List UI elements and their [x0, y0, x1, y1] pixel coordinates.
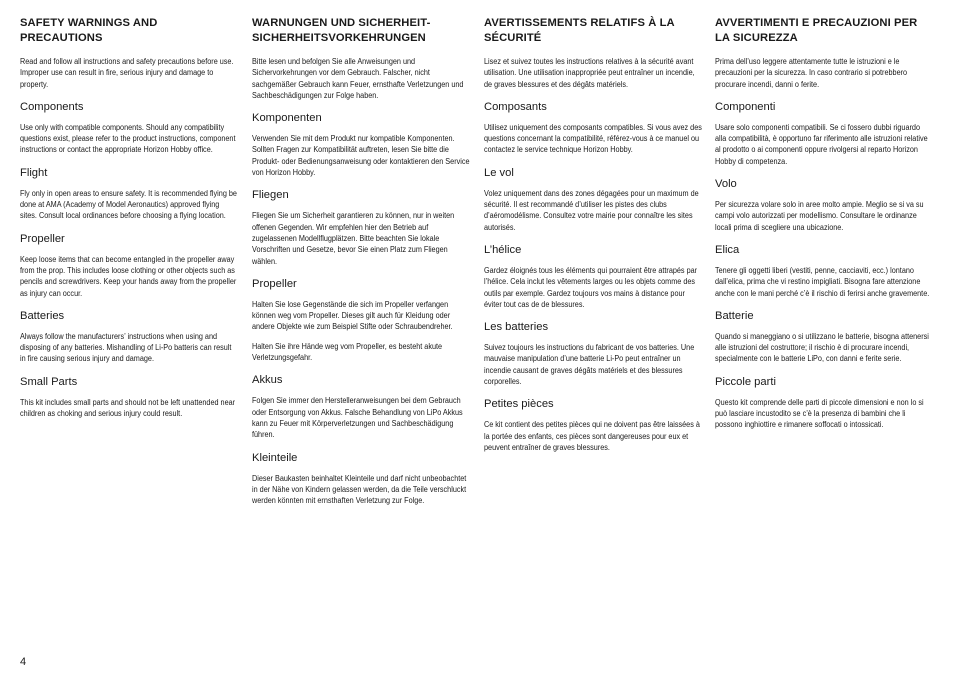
intro-paragraph: Bitte lesen und befolgen Sie alle Anweisungen und Sichervorkehrungen vor dem Gebrauch. Falscher, nicht sachgemäßer Gebrauch kann Feuer, ernsthafte Verletzungen und Sachbeschädigungen zur Folge haben.	[252, 57, 464, 100]
section-paragraph: Gardez éloignés tous les éléments qui pourraient être attrapés par l’hélice. Cela inclut les vêtements larges ou les objets comme des outils par exemple. Gardez toujours vos mains à distance pour éviter tout cas de de blessures.	[484, 265, 698, 309]
section-paragraph: Halten Sie lose Gegenstände die sich im Propeller verfangen können weg vom Propeller. Dieses gilt auch für Kleidung oder andere Objekte wie zum Beispiel Stifte oder Schraubendreher.	[252, 299, 453, 332]
section-heading: Volo	[715, 178, 737, 191]
section-heading: Propeller	[252, 277, 297, 290]
section-heading: Propeller	[20, 232, 65, 245]
column-french	[484, 16, 702, 453]
section-paragraph: Keep loose items that can become entangled in the propeller away from the prop. This includes loose clothing or other objects such as pencils and screwdrivers. Keep your hands away from the propeller as injury can occur.	[20, 254, 237, 298]
page-number: 4	[20, 656, 27, 668]
section-paragraph: Usare solo componenti compatibili. Se ci fossero dubbi riguardo alla compatibilità, è opportuno far riferimento alle istruzioni relative al prodotto o ai componenti oppure rivolgersi al reparto Horizon Hobby di competenza.	[715, 122, 928, 166]
column-italian	[715, 16, 933, 431]
section-heading: Small Parts	[20, 375, 78, 388]
section-paragraph: Per sicurezza volare solo in aree molto ampie. Meglio se si va su campi volo autorizzati per modellismo. Consultare le ordinanze locali prima di scegliere una ubicazione.	[715, 200, 924, 232]
section-heading: Elica	[715, 243, 740, 256]
section-heading: Komponenten	[252, 112, 322, 125]
section-heading: Batteries	[20, 309, 65, 322]
section-paragraph: Volez uniquement dans des zones dégagées pour un maximum de sécurité. Il est recommandé d’utiliser les pistes des clubs d’aéromodélisme. Consultez votre mairie pour connaître les sites autorisés.	[484, 188, 699, 232]
section-heading: Le vol	[484, 166, 514, 179]
intro-paragraph: Lisez et suivez toutes les instructions relatives à la sécurité avant utilisation. Une utilisation inappropriée peut entraîner un incendie, de graves blessures et des dégâts matériels.	[484, 57, 695, 89]
section-paragraph: Always follow the manufacturers’ instructions when using and disposing of any batteries. Mishandling of Li-Po batteris can result in fire causing serious injury and damage.	[20, 331, 232, 364]
section-heading: L’hélice	[484, 243, 522, 256]
section-heading: Akkus	[252, 374, 283, 387]
section-paragraph: Suivez toujours les instructions du fabricant de vos batteries. Une mauvaise manipulation d’une batterie Li-Po peut entraîner un incendie causant de graves dégâts matériels et des blessures corporelles.	[484, 343, 695, 387]
section-heading: Componenti	[715, 100, 776, 113]
column-title: WARNUNGEN UND SICHERHEIT-SICHERHEITSVORKEHRUNGEN	[252, 17, 431, 44]
section-heading: Batterie	[715, 309, 754, 322]
section-paragraph: Dieser Baukasten beinhaltet Kleinteile und darf nicht unbeobachtet in der Nähe von Kindern gelassen werden, da die Teile verschluckt werden könnten mit ernsthaften Verletzung zur Folge.	[252, 473, 467, 506]
section-heading: Kleinteile	[252, 451, 298, 464]
section-heading: Components	[20, 100, 84, 113]
section-paragraph: Ce kit contient des petites pièces qui ne doivent pas être laissées à la portée des enfants, ces pièces sont dangereuses pour eux et peuvent entraîner de graves blessures.	[484, 420, 700, 452]
section-paragraph: Fliegen Sie um Sicherheit garantieren zu können, nur in weiten offenen Gegenden. Wir empfehlen hier den Betrieb auf zugelassenen Modellflugplätzen. Bitte beachten Sie lokale Vorschriften und Gesetze, bevor Sie einen Platz zum Fliegen wählen.	[252, 211, 455, 266]
column-english	[20, 16, 238, 419]
section-paragraph: This kit includes small parts and should not be left unattended near children as choking and serious injury could result.	[20, 397, 236, 419]
intro-paragraph: Read and follow all instructions and safety precautions before use. Improper use can result in fire, serious injury and damage to property.	[20, 57, 234, 89]
column-title: SAFETY WARNINGS AND PRECAUTIONS	[20, 17, 158, 44]
section-heading: Les batteries	[484, 321, 549, 334]
section-paragraph: Fly only in open areas to ensure safety. It is recommended flying be done at AMA (Academy of Model Aeronautics) approved flying sites. Consult local ordinances before choosing a flying location.	[20, 188, 237, 221]
section-heading: Fliegen	[252, 189, 289, 202]
section-paragraph: Quando si maneggiano o si utilizzano le batterie, bisogna attenersi alle istruzioni del costruttore; il rischio è di procurare incendi, specialmente con le batterie LiPo, con danni e ferite serie.	[715, 331, 929, 364]
column-title: AVVERTIMENTI E PRECAUZIONI PER LA SICUREZZA	[715, 17, 918, 44]
section-paragraph: Utilisez uniquement des composants compatibles. Si vous avez des questions concernant la compatibilité, référez-vous à ce manuel ou contactez le service technique Horizon Hobby.	[484, 122, 702, 155]
column-title: AVERTISSEMENTS RELATIFS À LA SÉCURITÉ	[484, 17, 675, 44]
intro-paragraph: Prima dell’uso leggere attentamente tutte le istruzioni e le precauzioni per la sicurezza. In caso contrario si potrebbero procurare incendi, danni o ferite.	[715, 57, 908, 89]
section-paragraph: Use only with compatible components. Should any compatibility questions exist, please refer to the product instructions, component instructions or contact the appropriate Horizon Hobby office.	[20, 122, 236, 155]
section-paragraph: Halten Sie ihre Hände weg vom Propeller, es besteht akute Verletzungsgefahr.	[252, 341, 443, 363]
section-heading: Piccole parti	[715, 375, 776, 388]
section-heading: Petites pièces	[484, 398, 554, 411]
section-paragraph: Tenere gli oggetti liberi (vestiti, penne, cacciaviti, ecc.) lontano dall’elica, prima che vi restino impigliati. Bisogna fare attenzione anche con le mani perché c’è il rischio di ferirsi anche gravemente.	[715, 265, 930, 298]
section-heading: Flight	[20, 166, 48, 179]
section-heading: Composants	[484, 100, 547, 113]
section-paragraph: Verwenden Sie mit dem Produkt nur kompatible Komponenten. Sollten Fragen zur Kompatibilität auftreten, lesen Sie bitte die Produkt- oder Bedienungsanweisung oder kontaktieren den Service von Horizon Hobby.	[252, 134, 470, 178]
section-paragraph: Questo kit comprende delle parti di piccole dimensioni e non lo si può lasciare incustodito se c’è la presenza di bambini che li possono inghiottire e rimanere soffocati o intossicati.	[715, 397, 924, 430]
column-german	[252, 16, 470, 506]
section-paragraph: Folgen Sie immer den Herstelleranweisungen bei dem Gebrauch oder Entsorgung von Akkus. Falsche Behandlung von LiPo Akkus kann zu Feuer mit Körperverletzungen und Sachbeschädigung führen.	[252, 396, 463, 440]
